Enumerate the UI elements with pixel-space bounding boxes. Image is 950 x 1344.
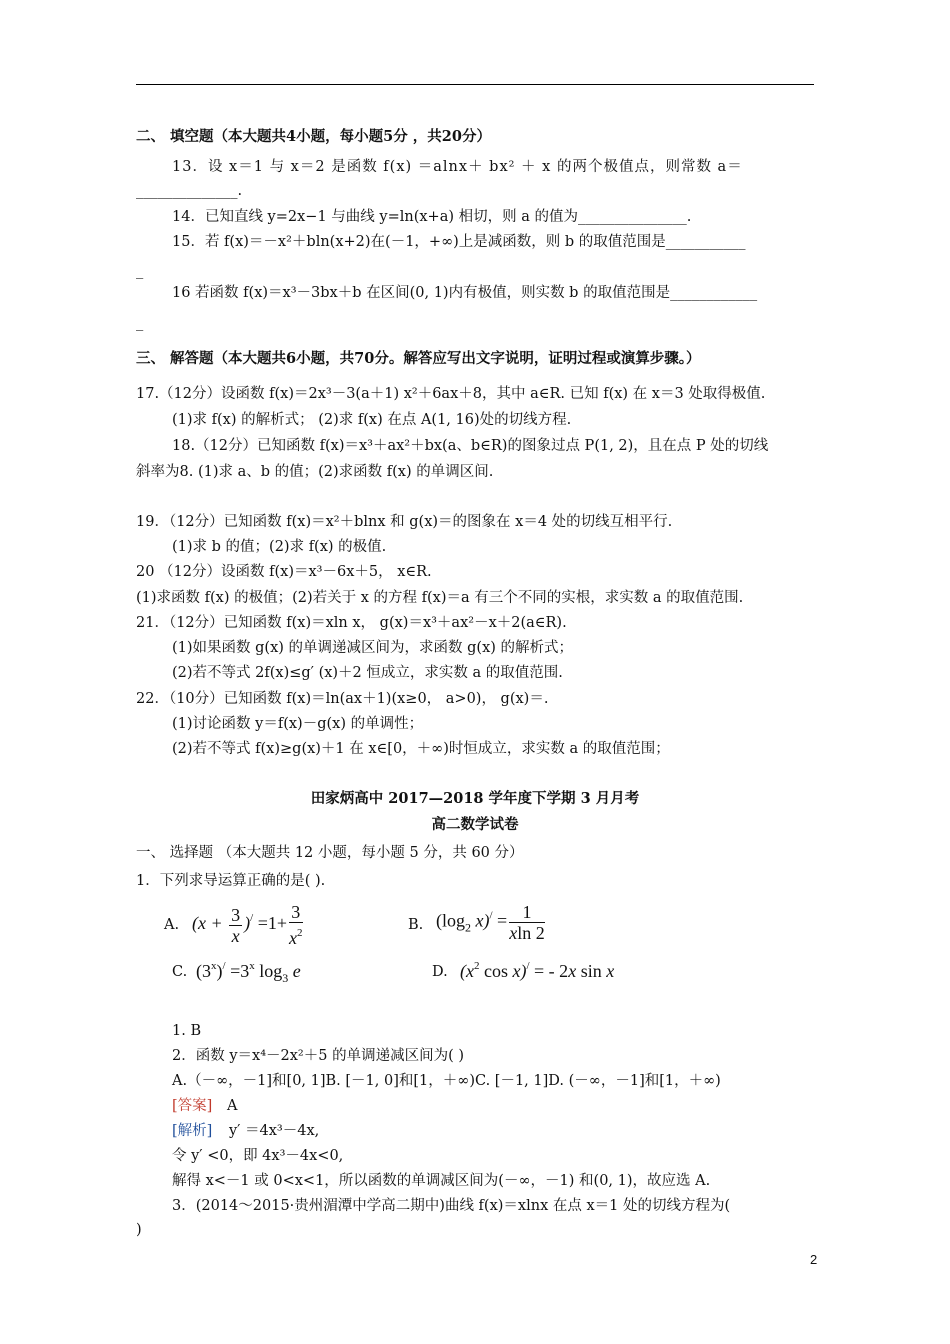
analysis-line3: 解得 x<－1 或 0<x<1，所以函数的单调减区间为(－∞，－1) 和(0, 1)，故应选 A. <box>172 1173 711 1189</box>
answer-value: A <box>226 1098 238 1114</box>
q13-line2: ______________. <box>136 183 243 199</box>
answer-row <box>172 1097 237 1115</box>
exam-title: 田家炳高中 2017—2018 学年度下学期 3 月月考 <box>310 790 640 807</box>
q16-cont: _ <box>136 315 144 331</box>
q17-line1: 17.（12分）设函数 f(x)＝2x³－3(a＋1) x²＋6ax＋8，其中 a∈R. 已知 f(x) 在 x＝3 处取得极值. <box>136 386 766 402</box>
q20-line1: 20 （12分）设函数 f(x)＝x³－6x＋5， x∈R. <box>136 564 432 580</box>
q3-line1: 3．(2014～2015·贵州湄潭中学高二期中)曲线 f(x)＝xlnx 在点 x＝1 处的切线方程为( <box>172 1198 731 1214</box>
q21-line3: (2)若不等式 2f(x)≤g′ (x)＋2 恒成立，求实数 a 的取值范围. <box>172 665 563 681</box>
q21-line1: 21．（12分）已知函数 f(x)＝xln x， g(x)＝x³＋ax²－x＋2(a∈R). <box>136 615 567 631</box>
q16: 16 若函数 f(x)＝x³－3bx＋b 在区间(0, 1)内有极值，则实数 b 的取值范围是____________ <box>172 285 758 301</box>
option-c-formula: $(3^x)^/ =3^x$ $\log_3 e$ <box>196 960 301 985</box>
option-b-label: B. <box>408 917 424 933</box>
q14: 14．已知直线 y=2x−1 与曲线 y=ln(x+a) 相切，则 a 的值为_______________. <box>172 209 692 225</box>
header-rule <box>136 84 814 85</box>
section3-heading: 三、 解答题（本大题共6小题，共70分。解答应写出文字说明，证明过程或演算步骤。） <box>136 350 701 367</box>
analysis-row <box>172 1122 319 1140</box>
q21-line2: (1)如果函数 g(x) 的单调递减区间为，求函数 g(x) 的解析式； <box>172 640 574 656</box>
q2: 2．函数 y＝x⁴－2x²＋5 的单调递减区间为( ) <box>172 1048 464 1064</box>
q22-line3: (2)若不等式 f(x)≥g(x)＋1 在 x∈[0，＋∞)时恒成立，求实数 a 的取值范围； <box>172 741 670 757</box>
q18-line1: 18.（12分）已知函数 f(x)＝x³＋ax²＋bx(a、b∈R)的图象过点 P(1, 2)，且在点 P 处的切线 <box>172 438 769 454</box>
exam-subtitle: 高二数学试卷 <box>431 816 519 833</box>
q20-line2: (1)求函数 f(x) 的极值；(2)若关于 x 的方程 f(x)＝a 有三个不同的实根，求实数 a 的取值范围. <box>136 590 744 606</box>
q3-line2: ) <box>136 1222 142 1238</box>
analysis-line2: 令 y′ <0，即 4x³－4x<0, <box>172 1148 344 1164</box>
q18-line2: 斜率为8. (1)求 a、b 的值；(2)求函数 f(x) 的单调区间. <box>136 464 494 480</box>
section2-heading: 二、 填空题（本大题共4小题，每小题5分 ，共20分） <box>136 128 491 145</box>
section1-heading: 一、 选择题 （本大题共 12 小题，每小题 5 分，共 60 分） <box>136 845 524 861</box>
q13-line1: 13．设 x＝1 与 x＝2 是函数 f(x) ＝alnx＋ bx² ＋ x 的两个极值点，则常数 a＝ <box>172 159 743 175</box>
option-a-formula: (x + $\frac{3}{x}$ )/ =1+ $\frac{3}{x^2}$ <box>192 902 303 948</box>
option-a-label: A. <box>164 917 180 933</box>
option-b-formula: ($\log_2$ x)/ = $\frac{1}{xln 2}$ <box>436 902 545 943</box>
option-d-formula: ($x^2$ cos x)/ = - 2x sin x <box>460 960 615 981</box>
q17-line2: (1)求 f(x) 的解析式； (2)求 f(x) 在点 A(1, 16)处的切线方程. <box>172 412 572 428</box>
q22-line1: 22．（10分）已知函数 f(x)＝ln(ax＋1)(x≥0， a>0)， g(x)＝. <box>136 691 549 707</box>
answer-tag: [答案] <box>172 1098 213 1114</box>
q1: 1．下列求导运算正确的是( ). <box>136 873 326 889</box>
q19-line1: 19．（12分）已知函数 f(x)＝x²＋blnx 和 g(x)＝的图象在 x＝4 处的切线互相平行. <box>136 514 673 530</box>
q22-line2: (1)讨论函数 y＝f(x)－g(x) 的单调性； <box>172 716 424 732</box>
q2-options: A.（－∞，－1]和[0, 1]B. [－1, 0]和[1，＋∞)C. [－1, 1]D. (－∞，－1]和[1，＋∞) <box>172 1073 721 1089</box>
page-number: 2 <box>810 1252 818 1267</box>
q19-line2: (1)求 b 的值；(2)求 f(x) 的极值. <box>172 539 387 555</box>
option-c-label: C. <box>172 964 188 980</box>
answer-1: 1. B <box>172 1023 202 1039</box>
analysis-line1: y′ ＝4x³－4x, <box>228 1123 320 1139</box>
option-d-label: D. <box>432 964 448 980</box>
q15: 15．若 f(x)＝－x²＋bln(x+2)在(－1，+∞)上是减函数，则 b 的取值范围是___________ <box>172 234 746 250</box>
analysis-tag: [解析] <box>172 1123 213 1139</box>
q15-cont: _ <box>136 263 144 279</box>
